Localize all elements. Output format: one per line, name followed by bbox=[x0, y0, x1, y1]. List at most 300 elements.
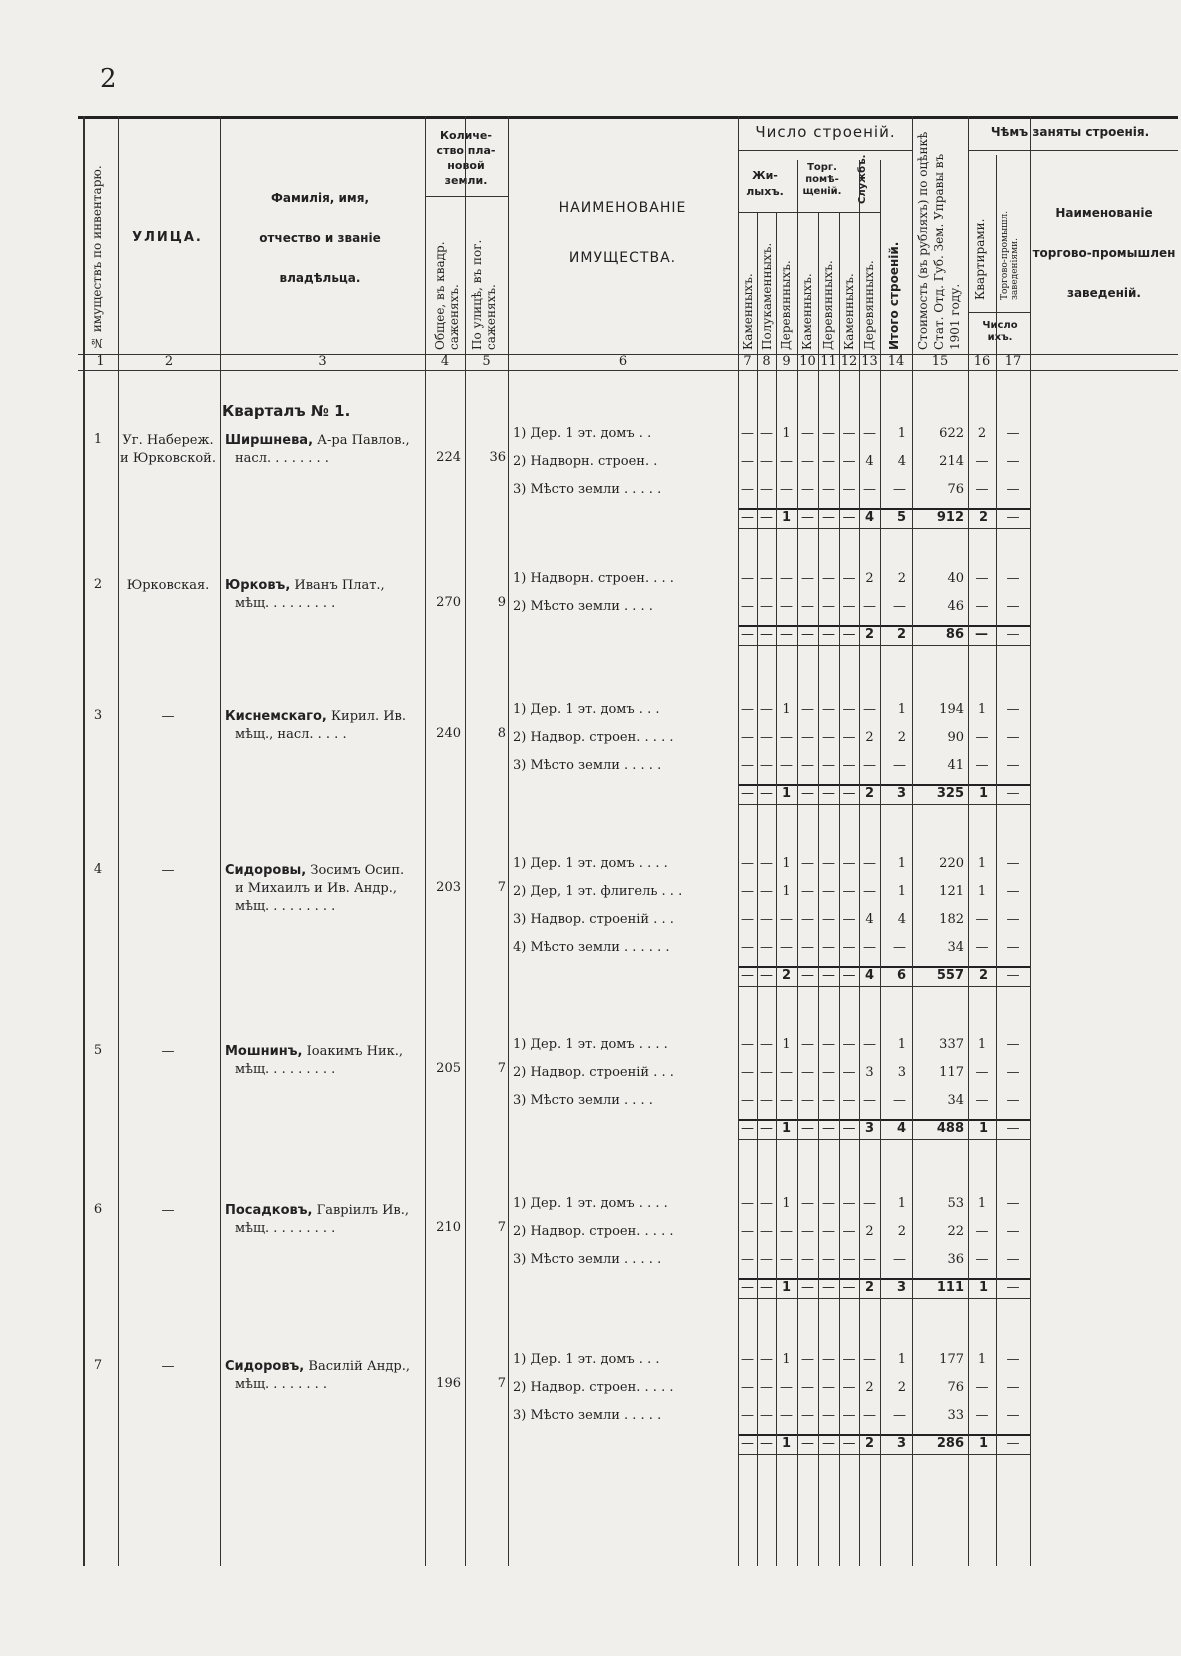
total-count: 4 bbox=[864, 510, 875, 525]
total-buildings: 1 bbox=[897, 1352, 906, 1367]
total-buildings: 1 bbox=[897, 884, 906, 899]
empty-dash: — bbox=[801, 884, 814, 899]
empty-dash: — bbox=[741, 1093, 754, 1108]
table-column-rule bbox=[738, 116, 739, 1566]
entry-number: 3 bbox=[93, 708, 103, 723]
total-buildings: 1 bbox=[897, 1037, 906, 1052]
empty-dash: — bbox=[822, 1224, 835, 1239]
property-value: 41 bbox=[947, 758, 964, 773]
empty-dash: — bbox=[822, 1252, 835, 1267]
building-count: 1 bbox=[782, 856, 791, 871]
building-count: 2 bbox=[865, 730, 874, 745]
trade-count: — bbox=[1006, 1196, 1020, 1211]
owner-surname: Юрковъ, bbox=[225, 578, 291, 593]
total-trade: — bbox=[1006, 968, 1020, 983]
header-stone-1: Каменныхъ. bbox=[741, 273, 755, 350]
land-total: 224 bbox=[436, 450, 461, 465]
entry-street: — bbox=[161, 863, 175, 878]
empty-dash: — bbox=[741, 571, 754, 586]
entry-street: — bbox=[161, 709, 175, 724]
empty-dash: — bbox=[822, 968, 835, 983]
land-street: 9 bbox=[497, 595, 506, 610]
empty-dash: — bbox=[741, 912, 754, 927]
land-total: 205 bbox=[436, 1061, 461, 1076]
total-buildings: — bbox=[893, 940, 906, 955]
header-property-1: НАИМЕНОВАНІЕ bbox=[558, 200, 687, 216]
empty-dash: — bbox=[801, 1352, 814, 1367]
building-count: 2 bbox=[865, 1380, 874, 1395]
building-count: 1 bbox=[782, 884, 791, 899]
header-total-buildings: Итого строеній. bbox=[887, 241, 901, 350]
empty-dash: — bbox=[760, 940, 773, 955]
total-buildings-sum: 3 bbox=[896, 1280, 906, 1295]
trade-count: — bbox=[1006, 482, 1020, 497]
empty-dash: — bbox=[741, 426, 754, 441]
total-apartments: — bbox=[975, 627, 988, 642]
apartments-count: 1 bbox=[977, 702, 987, 717]
property-value: 220 bbox=[939, 856, 964, 871]
trade-count: — bbox=[1006, 599, 1020, 614]
header-value: Стоимость (въ рубляхъ) по оцѣнкѣ Стат. Отд. Губ. Зем. Управы въ 1901 году. bbox=[916, 131, 962, 350]
empty-dash: — bbox=[741, 758, 754, 773]
column-number: 10 bbox=[799, 354, 816, 369]
building-count: 3 bbox=[865, 1065, 874, 1080]
empty-dash: — bbox=[780, 1380, 793, 1395]
empty-dash: — bbox=[760, 510, 773, 525]
header-rule bbox=[738, 212, 880, 213]
land-total: 196 bbox=[436, 1376, 461, 1391]
apartments-count: — bbox=[975, 454, 989, 469]
colnum-rule bbox=[78, 370, 1178, 371]
land-street: 7 bbox=[497, 1061, 506, 1076]
empty-dash: — bbox=[842, 940, 856, 955]
empty-dash: — bbox=[760, 968, 773, 983]
trade-count: — bbox=[1006, 730, 1020, 745]
trade-count: — bbox=[1006, 454, 1020, 469]
property-item: 1) Дер. 1 эт. домъ . . . bbox=[513, 1352, 660, 1367]
empty-dash: — bbox=[741, 482, 754, 497]
table-column-rule bbox=[465, 116, 466, 1566]
total-buildings: 4 bbox=[897, 912, 906, 927]
column-number: 6 bbox=[618, 354, 628, 369]
owner-name: Иванъ Плат., bbox=[290, 578, 385, 593]
header-trade-est: Торгово-промышл. заведеніями. bbox=[1000, 210, 1020, 300]
property-value: 76 bbox=[947, 1380, 964, 1395]
empty-dash: — bbox=[842, 968, 856, 983]
building-count: 1 bbox=[782, 1352, 791, 1367]
empty-dash: — bbox=[842, 1280, 856, 1295]
entry-owner bbox=[225, 1043, 420, 1079]
empty-dash: — bbox=[801, 1380, 814, 1395]
entry-street: — bbox=[161, 1359, 175, 1374]
empty-dash: — bbox=[822, 1121, 835, 1136]
column-number: 3 bbox=[318, 354, 327, 369]
empty-dash: — bbox=[863, 702, 876, 717]
property-item: 3) Надвор. строеній . . . bbox=[513, 912, 674, 927]
empty-dash: — bbox=[822, 702, 835, 717]
empty-dash: — bbox=[801, 1224, 814, 1239]
trade-count: — bbox=[1006, 426, 1020, 441]
empty-dash: — bbox=[801, 786, 814, 801]
empty-dash: — bbox=[822, 1380, 835, 1395]
total-apartments: 1 bbox=[978, 1121, 988, 1136]
total-value: 557 bbox=[936, 968, 964, 983]
owner-surname: Киснемскаго, bbox=[225, 709, 327, 724]
empty-dash: — bbox=[842, 599, 856, 614]
entry-owner bbox=[225, 708, 420, 744]
total-buildings: 2 bbox=[897, 1224, 906, 1239]
apartments-count: — bbox=[975, 1065, 989, 1080]
empty-dash: — bbox=[801, 1121, 814, 1136]
empty-dash: — bbox=[822, 786, 835, 801]
empty-dash: — bbox=[822, 730, 835, 745]
entry-street: Уг. Набереж. и Юрковской. bbox=[120, 433, 216, 466]
apartments-count: 1 bbox=[977, 1352, 987, 1367]
empty-dash: — bbox=[822, 1037, 835, 1052]
empty-dash: — bbox=[842, 702, 856, 717]
empty-dash: — bbox=[760, 1093, 773, 1108]
property-value: 34 bbox=[947, 1093, 964, 1108]
apartments-count: 1 bbox=[977, 856, 987, 871]
totals-bottom-rule bbox=[738, 804, 1030, 805]
empty-dash: — bbox=[801, 1037, 814, 1052]
apartments-count: — bbox=[975, 940, 989, 955]
table-left-rule bbox=[83, 116, 85, 1566]
header-services: Службъ. bbox=[857, 154, 868, 204]
empty-dash: — bbox=[760, 758, 773, 773]
table-column-rule bbox=[776, 212, 777, 1566]
column-number: 17 bbox=[1004, 354, 1022, 369]
total-count: 1 bbox=[781, 786, 792, 801]
header-land-total: Общее, въ квадр. саженяхъ. bbox=[433, 241, 461, 350]
empty-dash: — bbox=[741, 1408, 754, 1423]
empty-dash: — bbox=[822, 856, 835, 871]
quarter-title: Кварталъ № 1. bbox=[222, 402, 351, 420]
empty-dash: — bbox=[780, 571, 793, 586]
total-buildings: — bbox=[893, 758, 906, 773]
empty-dash: — bbox=[842, 1252, 856, 1267]
total-count: 1 bbox=[781, 1280, 792, 1295]
empty-dash: — bbox=[842, 1121, 856, 1136]
empty-dash: — bbox=[863, 940, 876, 955]
empty-dash: — bbox=[822, 627, 835, 642]
column-number: 11 bbox=[820, 354, 837, 369]
empty-dash: — bbox=[760, 454, 773, 469]
table-column-rule bbox=[880, 160, 881, 1566]
land-total: 203 bbox=[436, 880, 461, 895]
apartments-count: — bbox=[975, 730, 989, 745]
header-owner-3: владѣльца. bbox=[279, 271, 361, 285]
empty-dash: — bbox=[822, 940, 835, 955]
total-value: 86 bbox=[945, 627, 964, 642]
total-buildings: 1 bbox=[897, 426, 906, 441]
empty-dash: — bbox=[801, 912, 814, 927]
header-land-street: По улицѣ, въ пог. саженяхъ. bbox=[470, 239, 498, 350]
empty-dash: — bbox=[863, 856, 876, 871]
empty-dash: — bbox=[801, 627, 814, 642]
column-number: 16 bbox=[973, 354, 991, 369]
empty-dash: — bbox=[760, 627, 773, 642]
total-buildings-sum: 3 bbox=[896, 1436, 906, 1451]
total-value: 325 bbox=[936, 786, 964, 801]
table-column-rule bbox=[508, 116, 509, 1566]
owner-name: Гавріилъ Ив., bbox=[312, 1203, 410, 1218]
trade-count: — bbox=[1006, 912, 1020, 927]
empty-dash: — bbox=[842, 1436, 856, 1451]
trade-count: — bbox=[1006, 1380, 1020, 1395]
total-buildings-sum: 3 bbox=[896, 786, 906, 801]
empty-dash: — bbox=[842, 884, 856, 899]
empty-dash: — bbox=[741, 510, 754, 525]
empty-dash: — bbox=[741, 1280, 754, 1295]
totals-bottom-rule bbox=[738, 528, 1030, 529]
owner-status: мѣщ. . . . . . . . . bbox=[235, 596, 336, 611]
empty-dash: — bbox=[863, 1408, 876, 1423]
empty-dash: — bbox=[801, 702, 814, 717]
column-number: 9 bbox=[782, 354, 791, 369]
totals-bottom-rule bbox=[738, 1298, 1030, 1299]
header-stone-3: Каменныхъ. bbox=[842, 273, 856, 350]
total-buildings-sum: 2 bbox=[896, 627, 906, 642]
empty-dash: — bbox=[760, 1196, 773, 1211]
empty-dash: — bbox=[780, 730, 793, 745]
trade-count: — bbox=[1006, 940, 1020, 955]
empty-dash: — bbox=[760, 912, 773, 927]
owner-status: мѣщ. . . . . . . . bbox=[235, 1377, 328, 1392]
header-trade-names-2: торгово-промышлен bbox=[1032, 246, 1176, 260]
empty-dash: — bbox=[760, 599, 773, 614]
empty-dash: — bbox=[801, 510, 814, 525]
property-item: 1) Дер. 1 эт. домъ . . . . bbox=[513, 1196, 668, 1211]
empty-dash: — bbox=[842, 912, 856, 927]
empty-dash: — bbox=[741, 1352, 754, 1367]
apartments-count: 1 bbox=[977, 1037, 987, 1052]
total-buildings: 1 bbox=[897, 856, 906, 871]
total-count: 3 bbox=[864, 1121, 875, 1136]
property-value: 46 bbox=[947, 599, 964, 614]
apartments-count: — bbox=[975, 1252, 989, 1267]
apartments-count: 1 bbox=[977, 1196, 987, 1211]
owner-name: Іоакимъ Ник., bbox=[302, 1044, 404, 1059]
empty-dash: — bbox=[780, 1252, 793, 1267]
empty-dash: — bbox=[822, 1352, 835, 1367]
trade-count: — bbox=[1006, 1408, 1020, 1423]
column-number: 5 bbox=[482, 354, 491, 369]
building-count: 1 bbox=[782, 1037, 791, 1052]
empty-dash: — bbox=[741, 1252, 754, 1267]
total-apartments: 2 bbox=[978, 510, 988, 525]
building-count: 2 bbox=[865, 571, 874, 586]
empty-dash: — bbox=[780, 758, 793, 773]
property-item: 3) Мѣсто земли . . . . bbox=[513, 1093, 653, 1108]
table-column-rule bbox=[757, 212, 758, 1566]
header-trade-names-3: заведеній. bbox=[1066, 286, 1141, 300]
entry-owner bbox=[225, 432, 420, 468]
property-item: 4) Мѣсто земли . . . . . . bbox=[513, 940, 670, 955]
empty-dash: — bbox=[822, 1280, 835, 1295]
apartments-count: — bbox=[975, 1408, 989, 1423]
empty-dash: — bbox=[801, 1065, 814, 1080]
entry-owner bbox=[225, 862, 420, 916]
building-count: 2 bbox=[865, 1224, 874, 1239]
empty-dash: — bbox=[842, 627, 856, 642]
empty-dash: — bbox=[863, 1093, 876, 1108]
table-column-rule bbox=[912, 116, 913, 1566]
empty-dash: — bbox=[760, 1380, 773, 1395]
total-apartments: 1 bbox=[978, 786, 988, 801]
empty-dash: — bbox=[801, 1436, 814, 1451]
empty-dash: — bbox=[780, 482, 793, 497]
table-column-rule bbox=[859, 160, 860, 1566]
trade-count: — bbox=[1006, 758, 1020, 773]
empty-dash: — bbox=[822, 426, 835, 441]
empty-dash: — bbox=[801, 571, 814, 586]
header-wooden-3: Деревянныхъ. bbox=[862, 260, 876, 350]
header-rule bbox=[425, 196, 508, 197]
owner-status: насл. . . . . . . . bbox=[235, 451, 329, 466]
property-item: 2) Надвор. строен. . . . . bbox=[513, 1224, 674, 1239]
header-owner-1: Фамилія, имя, bbox=[270, 191, 370, 205]
apartments-count: — bbox=[975, 912, 989, 927]
empty-dash: — bbox=[801, 1093, 814, 1108]
owner-surname: Ширшнева, bbox=[225, 433, 314, 448]
empty-dash: — bbox=[842, 1196, 856, 1211]
header-rule bbox=[968, 150, 1178, 151]
empty-dash: — bbox=[801, 730, 814, 745]
total-count: 2 bbox=[864, 786, 875, 801]
total-buildings: — bbox=[893, 1408, 906, 1423]
column-number: 7 bbox=[743, 354, 752, 369]
empty-dash: — bbox=[801, 426, 814, 441]
property-item: 1) Надворн. строен. . . . bbox=[513, 571, 674, 586]
owner-surname: Сидоровъ, bbox=[225, 1359, 305, 1374]
property-item: 1) Дер. 1 эт. домъ . . . bbox=[513, 702, 660, 717]
empty-dash: — bbox=[801, 482, 814, 497]
building-count: 1 bbox=[782, 702, 791, 717]
empty-dash: — bbox=[842, 454, 856, 469]
empty-dash: — bbox=[760, 1121, 773, 1136]
empty-dash: — bbox=[863, 426, 876, 441]
land-street: 7 bbox=[497, 880, 506, 895]
owner-name: Зосимъ Осип. bbox=[306, 863, 405, 878]
apartments-count: — bbox=[975, 571, 989, 586]
empty-dash: — bbox=[741, 856, 754, 871]
column-number: 8 bbox=[762, 354, 771, 369]
empty-dash: — bbox=[842, 1352, 856, 1367]
property-value: 53 bbox=[947, 1196, 964, 1211]
empty-dash: — bbox=[842, 1380, 856, 1395]
empty-dash: — bbox=[863, 1037, 876, 1052]
owner-name: Василій Андр., bbox=[304, 1359, 410, 1374]
apartments-count: — bbox=[975, 758, 989, 773]
owner-name: А-ра Павлов., bbox=[313, 433, 410, 448]
total-buildings: — bbox=[893, 482, 906, 497]
trade-count: — bbox=[1006, 1093, 1020, 1108]
total-buildings: — bbox=[893, 1252, 906, 1267]
empty-dash: — bbox=[842, 758, 856, 773]
header-semistone: Полукаменныхъ. bbox=[760, 242, 774, 350]
empty-dash: — bbox=[741, 1065, 754, 1080]
empty-dash: — bbox=[863, 482, 876, 497]
column-number: 13 bbox=[861, 354, 878, 369]
empty-dash: — bbox=[760, 1252, 773, 1267]
empty-dash: — bbox=[801, 968, 814, 983]
trade-count: — bbox=[1006, 1224, 1020, 1239]
entry-owner bbox=[225, 1358, 420, 1394]
empty-dash: — bbox=[760, 1224, 773, 1239]
empty-dash: — bbox=[822, 1093, 835, 1108]
total-trade: — bbox=[1006, 627, 1020, 642]
empty-dash: — bbox=[780, 599, 793, 614]
land-street: 7 bbox=[497, 1376, 506, 1391]
owner-surname: Мошнинъ, bbox=[225, 1044, 303, 1059]
empty-dash: — bbox=[780, 454, 793, 469]
empty-dash: — bbox=[760, 1065, 773, 1080]
column-number: 4 bbox=[440, 354, 450, 369]
empty-dash: — bbox=[741, 730, 754, 745]
header-trade-premises: Торг. помѣ-щеній. bbox=[802, 162, 842, 197]
header-owner-2: отчество и званіе bbox=[259, 231, 381, 245]
building-count: 4 bbox=[865, 912, 874, 927]
empty-dash: — bbox=[760, 482, 773, 497]
header-apartments: Квартирами. bbox=[973, 218, 987, 300]
empty-dash: — bbox=[780, 627, 793, 642]
empty-dash: — bbox=[842, 786, 856, 801]
total-trade: — bbox=[1006, 1121, 1020, 1136]
empty-dash: — bbox=[760, 1408, 773, 1423]
land-total: 270 bbox=[436, 595, 461, 610]
empty-dash: — bbox=[842, 482, 856, 497]
totals-bottom-rule bbox=[738, 986, 1030, 987]
entry-number: 1 bbox=[93, 432, 103, 447]
empty-dash: — bbox=[741, 1037, 754, 1052]
property-value: 34 bbox=[947, 940, 964, 955]
trade-count: — bbox=[1006, 702, 1020, 717]
total-apartments: 1 bbox=[978, 1280, 988, 1295]
empty-dash: — bbox=[760, 571, 773, 586]
apartments-count: 2 bbox=[977, 426, 987, 441]
column-number: 12 bbox=[840, 354, 858, 369]
empty-dash: — bbox=[822, 912, 835, 927]
property-value: 622 bbox=[939, 426, 964, 441]
property-item: 2) Надвор. строен. . . . . bbox=[513, 730, 674, 745]
property-item: 2) Надвор. строен. . . . . bbox=[513, 1380, 674, 1395]
property-value: 194 bbox=[939, 702, 964, 717]
empty-dash: — bbox=[842, 1037, 856, 1052]
empty-dash: — bbox=[842, 1093, 856, 1108]
table-column-rule bbox=[996, 155, 997, 1566]
empty-dash: — bbox=[801, 856, 814, 871]
total-buildings: 3 bbox=[897, 1065, 906, 1080]
apartments-count: — bbox=[975, 1224, 989, 1239]
table-column-rule bbox=[818, 212, 819, 1566]
entry-number: 5 bbox=[93, 1043, 103, 1058]
empty-dash: — bbox=[822, 1436, 835, 1451]
empty-dash: — bbox=[842, 510, 856, 525]
total-value: 286 bbox=[936, 1436, 964, 1451]
entry-street: Юрковская. bbox=[126, 578, 210, 593]
page-number: 2 bbox=[100, 64, 117, 94]
empty-dash: — bbox=[780, 1224, 793, 1239]
property-value: 90 bbox=[947, 730, 964, 745]
empty-dash: — bbox=[741, 1196, 754, 1211]
total-buildings: 4 bbox=[897, 454, 906, 469]
total-buildings-sum: 5 bbox=[896, 510, 906, 525]
empty-dash: — bbox=[801, 1252, 814, 1267]
entry-owner bbox=[225, 1202, 420, 1238]
trade-count: — bbox=[1006, 571, 1020, 586]
totals-bottom-rule bbox=[738, 1139, 1030, 1140]
